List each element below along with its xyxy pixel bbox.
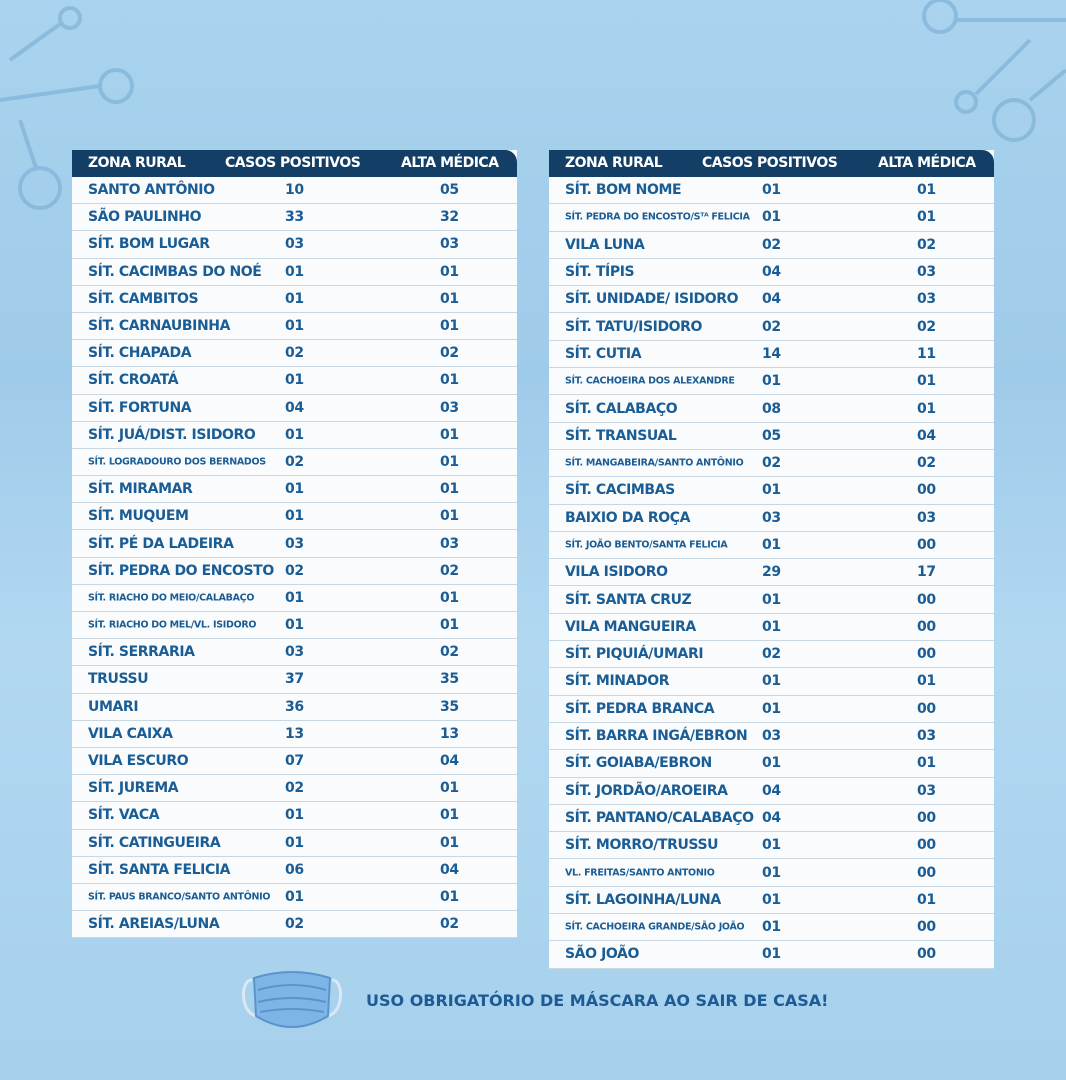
row-zona-name: SÍT. MUQUEM xyxy=(88,508,189,525)
row-zona-name: SÍT. CAMBITOS xyxy=(88,290,199,307)
table-row xyxy=(549,832,994,859)
row-casos-value: 01 xyxy=(762,373,781,390)
table-row xyxy=(72,177,517,204)
row-alta-value: 01 xyxy=(440,888,459,905)
table-row xyxy=(549,532,994,559)
row-zona-name: SÍT. SANTA CRUZ xyxy=(565,591,692,608)
row-casos-value: 04 xyxy=(762,809,781,826)
row-zona-name: SÍT. JUÁ/DIST. ISIDORO xyxy=(88,426,256,443)
table-row xyxy=(549,259,994,286)
footer-message: USO OBRIGATÓRIO DE MÁSCARA AO SAIR DE CASA! xyxy=(366,991,829,1010)
table-row xyxy=(72,313,517,340)
row-alta-value: 35 xyxy=(440,698,459,715)
table-row xyxy=(549,586,994,613)
row-zona-name: SÍT. GOIABA/EBRON xyxy=(565,755,712,772)
row-alta-value: 02 xyxy=(917,318,936,335)
row-casos-value: 01 xyxy=(285,372,304,389)
row-zona-name: SÍT. CROATÁ xyxy=(88,372,179,389)
row-alta-value: 03 xyxy=(917,728,936,745)
row-alta-value: 04 xyxy=(440,861,459,878)
table-row xyxy=(549,750,994,777)
row-zona-name: SÍT. RIACHO DO MEL/VL. ISIDORO xyxy=(88,619,257,631)
row-casos-value: 08 xyxy=(762,400,781,417)
table-row xyxy=(72,775,517,802)
row-zona-name: BAIXIO DA ROÇA xyxy=(565,509,691,526)
row-zona-name: SÍT. BOM NOME xyxy=(565,182,682,199)
row-alta-value: 00 xyxy=(917,809,936,826)
row-alta-value: 11 xyxy=(917,345,936,362)
row-zona-name: SÍT. BARRA INGÁ/EBRON xyxy=(565,728,748,745)
row-casos-value: 01 xyxy=(762,891,781,908)
table-row xyxy=(72,612,517,639)
row-alta-value: 00 xyxy=(917,837,936,854)
row-alta-value: 02 xyxy=(917,236,936,253)
row-casos-value: 01 xyxy=(762,591,781,608)
row-zona-name: SÍT. CARNAUBINHA xyxy=(88,318,231,335)
row-alta-value: 04 xyxy=(917,427,936,444)
row-alta-value: 01 xyxy=(440,807,459,824)
row-zona-name: SÍT. MIRAMAR xyxy=(88,481,193,498)
row-zona-name: SÍT. BOM LUGAR xyxy=(88,236,210,253)
row-zona-name: SÍT. FORTUNA xyxy=(88,399,192,416)
row-alta-value: 17 xyxy=(917,564,936,581)
row-zona-name: SÍT. TRANSUAL xyxy=(565,427,677,444)
row-casos-value: 01 xyxy=(762,837,781,854)
table-row xyxy=(549,477,994,504)
row-zona-name: SÍT. CHAPADA xyxy=(88,345,192,362)
row-alta-value: 00 xyxy=(917,591,936,608)
row-alta-value: 01 xyxy=(440,318,459,335)
row-alta-value: 01 xyxy=(440,589,459,606)
table-row xyxy=(72,721,517,748)
row-zona-name: SÍT. PEDRA BRANCA xyxy=(565,700,715,717)
table-row xyxy=(549,941,994,968)
table-row xyxy=(72,340,517,367)
row-casos-value: 01 xyxy=(285,617,304,634)
table-row xyxy=(72,422,517,449)
table-row xyxy=(549,177,994,204)
table-row xyxy=(549,204,994,231)
row-alta-value: 01 xyxy=(440,263,459,280)
row-casos-value: 01 xyxy=(285,318,304,335)
row-zona-name: SÍT. TATU/ISIDORO xyxy=(565,318,703,335)
row-alta-value: 01 xyxy=(440,290,459,307)
row-alta-value: 00 xyxy=(917,618,936,635)
table-row xyxy=(72,476,517,503)
row-casos-value: 01 xyxy=(285,290,304,307)
row-casos-value: 01 xyxy=(762,864,781,881)
row-alta-value: 01 xyxy=(440,834,459,851)
row-alta-value: 03 xyxy=(917,291,936,308)
header-casos-positivos: CASOS POSITIVOS xyxy=(225,155,361,171)
table-row xyxy=(72,884,517,911)
row-zona-name: SÍT. CACIMBAS xyxy=(565,482,675,499)
header-alta-medica: ALTA MÉDICA xyxy=(878,155,976,171)
row-casos-value: 01 xyxy=(285,807,304,824)
row-alta-value: 00 xyxy=(917,919,936,936)
table-row xyxy=(549,887,994,914)
row-zona-name: VILA MANGUEIRA xyxy=(565,618,696,635)
row-zona-name: SÍT. LAGOINHA/LUNA xyxy=(565,891,721,908)
table-row xyxy=(549,313,994,340)
table-row xyxy=(549,286,994,313)
table-row xyxy=(72,286,517,313)
row-casos-value: 01 xyxy=(285,589,304,606)
table-row xyxy=(549,859,994,886)
row-alta-value: 04 xyxy=(440,753,459,770)
row-zona-name: SÍT. LOGRADOURO DOS BERNADOS xyxy=(88,456,266,468)
row-zona-name: SÍT. MANGABEIRA/SANTO ANTÔNIO xyxy=(565,457,744,469)
row-alta-value: 05 xyxy=(440,182,459,199)
row-casos-value: 02 xyxy=(285,916,304,933)
row-casos-value: 01 xyxy=(762,482,781,499)
table-row xyxy=(72,395,517,422)
right-cases-table xyxy=(549,150,994,969)
row-zona-name: SÍT. VACA xyxy=(88,807,160,824)
row-alta-value: 02 xyxy=(440,644,459,661)
row-casos-value: 03 xyxy=(285,644,304,661)
row-casos-value: 14 xyxy=(762,345,781,362)
row-alta-value: 03 xyxy=(440,535,459,552)
row-zona-name: SÍT. JORDÃO/AROEIRA xyxy=(565,782,728,799)
row-casos-value: 01 xyxy=(762,919,781,936)
table-row xyxy=(549,450,994,477)
row-zona-name: SÃO PAULINHO xyxy=(88,209,202,226)
row-alta-value: 32 xyxy=(440,209,459,226)
row-casos-value: 01 xyxy=(285,508,304,525)
row-alta-value: 01 xyxy=(917,400,936,417)
row-casos-value: 02 xyxy=(285,453,304,470)
row-casos-value: 01 xyxy=(285,834,304,851)
table-row xyxy=(72,748,517,775)
row-casos-value: 02 xyxy=(762,318,781,335)
row-zona-name: SÍT. JUREMA xyxy=(88,780,179,797)
row-zona-name: SÃO JOÃO xyxy=(565,946,639,963)
row-zona-name: VILA ESCURO xyxy=(88,753,189,770)
row-casos-value: 03 xyxy=(762,728,781,745)
row-casos-value: 01 xyxy=(285,481,304,498)
row-casos-value: 01 xyxy=(762,946,781,963)
header-zona-rural: ZONA RURAL xyxy=(565,155,663,171)
row-casos-value: 03 xyxy=(762,509,781,526)
row-alta-value: 02 xyxy=(440,345,459,362)
header-alta-medica: ALTA MÉDICA xyxy=(401,155,499,171)
row-zona-name: SÍT. JOÃO BENTO/SANTA FELICIA xyxy=(565,539,728,551)
row-zona-name: VILA CAIXA xyxy=(88,725,173,742)
row-alta-value: 01 xyxy=(917,673,936,690)
row-casos-value: 03 xyxy=(285,535,304,552)
table-row xyxy=(549,696,994,723)
table-row xyxy=(549,641,994,668)
table-row xyxy=(72,449,517,476)
row-alta-value: 00 xyxy=(917,646,936,663)
row-casos-value: 04 xyxy=(762,782,781,799)
row-zona-name: VILA ISIDORO xyxy=(565,564,668,581)
row-zona-name: SÍT. RIACHO DO MEIO/CALABAÇO xyxy=(88,592,255,604)
row-zona-name: VL. FREITAS/SANTO ANTONIO xyxy=(565,867,715,879)
table-row xyxy=(72,585,517,612)
table-row xyxy=(72,830,517,857)
row-alta-value: 03 xyxy=(440,399,459,416)
row-casos-value: 07 xyxy=(285,753,304,770)
row-casos-value: 01 xyxy=(285,888,304,905)
table-row xyxy=(549,395,994,422)
table-row xyxy=(549,805,994,832)
table-row xyxy=(72,802,517,829)
table-row xyxy=(72,259,517,286)
table-row xyxy=(549,778,994,805)
row-alta-value: 03 xyxy=(917,782,936,799)
row-casos-value: 06 xyxy=(285,861,304,878)
row-casos-value: 02 xyxy=(285,780,304,797)
row-zona-name: SÍT. UNIDADE/ ISIDORO xyxy=(565,291,739,308)
row-casos-value: 01 xyxy=(762,537,781,553)
row-casos-value: 01 xyxy=(762,673,781,690)
row-casos-value: 10 xyxy=(285,182,304,199)
face-mask-icon xyxy=(238,966,346,1036)
row-casos-value: 01 xyxy=(285,263,304,280)
row-alta-value: 01 xyxy=(440,481,459,498)
row-alta-value: 01 xyxy=(440,508,459,525)
table-row xyxy=(72,911,517,938)
table-row xyxy=(72,367,517,394)
row-zona-name: SÍT. PANTANO/CALABAÇO xyxy=(565,809,754,826)
row-alta-value: 01 xyxy=(917,209,936,226)
row-casos-value: 02 xyxy=(762,455,781,472)
row-zona-name: SÍT. CATINGUEIRA xyxy=(88,834,221,851)
row-zona-name: SÍT. CACHOEIRA GRANDE/SÃO JOÃO xyxy=(565,921,745,933)
row-zona-name: VILA LUNA xyxy=(565,236,645,253)
table-row xyxy=(549,723,994,750)
table-row xyxy=(549,614,994,641)
row-alta-value: 01 xyxy=(917,182,936,199)
row-alta-value: 02 xyxy=(440,916,459,933)
row-alta-value: 02 xyxy=(917,455,936,472)
row-casos-value: 04 xyxy=(762,291,781,308)
row-zona-name: SANTO ANTÔNIO xyxy=(88,182,215,199)
table-row xyxy=(72,694,517,721)
row-casos-value: 01 xyxy=(285,426,304,443)
row-alta-value: 03 xyxy=(917,264,936,281)
row-casos-value: 37 xyxy=(285,671,304,688)
table-row xyxy=(72,857,517,884)
table-row xyxy=(549,341,994,368)
row-zona-name: SÍT. SANTA FELICIA xyxy=(88,861,231,878)
row-alta-value: 00 xyxy=(917,864,936,881)
row-alta-value: 00 xyxy=(917,482,936,499)
row-alta-value: 01 xyxy=(917,373,936,390)
row-casos-value: 36 xyxy=(285,698,304,715)
row-alta-value: 35 xyxy=(440,671,459,688)
row-zona-name: SÍT. PEDRA DO ENCOSTO xyxy=(88,562,274,579)
table-row xyxy=(549,559,994,586)
table-row xyxy=(72,503,517,530)
row-alta-value: 01 xyxy=(440,780,459,797)
header-zona-rural: ZONA RURAL xyxy=(88,155,186,171)
row-casos-value: 01 xyxy=(762,618,781,635)
table-row xyxy=(549,232,994,259)
virus-molecule-icon xyxy=(900,0,1066,150)
table-row xyxy=(72,558,517,585)
row-alta-value: 01 xyxy=(917,891,936,908)
row-alta-value: 01 xyxy=(917,755,936,772)
table-row xyxy=(72,530,517,557)
row-alta-value: 02 xyxy=(440,562,459,579)
row-casos-value: 02 xyxy=(762,236,781,253)
row-casos-value: 02 xyxy=(285,345,304,362)
row-zona-name: SÍT. TÍPIS xyxy=(565,264,635,281)
table-row xyxy=(549,914,994,941)
row-zona-name: SÍT. MORRO/TRUSSU xyxy=(565,837,719,854)
row-casos-value: 01 xyxy=(762,700,781,717)
row-zona-name: SÍT. PIQUIÁ/UMARI xyxy=(565,646,704,663)
header-casos-positivos: CASOS POSITIVOS xyxy=(702,155,838,171)
row-casos-value: 29 xyxy=(762,564,781,581)
row-zona-name: SÍT. CACHOEIRA DOS ALEXANDRE xyxy=(565,375,735,387)
row-zona-name: SÍT. PÉ DA LADEIRA xyxy=(88,535,234,552)
row-zona-name: TRUSSU xyxy=(88,671,149,688)
table-row xyxy=(549,668,994,695)
row-zona-name: SÍT. MINADOR xyxy=(565,673,670,690)
row-alta-value: 03 xyxy=(917,509,936,526)
row-alta-value: 00 xyxy=(917,946,936,963)
row-casos-value: 02 xyxy=(762,646,781,663)
table-row xyxy=(72,639,517,666)
table-row xyxy=(72,666,517,693)
row-zona-name: SÍT. CUTIA xyxy=(565,345,642,362)
row-casos-value: 05 xyxy=(762,427,781,444)
row-zona-name: SÍT. CALABAÇO xyxy=(565,400,678,417)
table-row xyxy=(72,231,517,258)
row-alta-value: 01 xyxy=(440,453,459,470)
table-header xyxy=(549,150,994,177)
row-casos-value: 01 xyxy=(762,182,781,199)
row-zona-name: UMARI xyxy=(88,698,139,715)
row-casos-value: 01 xyxy=(762,209,781,226)
row-alta-value: 01 xyxy=(440,426,459,443)
row-zona-name: SÍT. PEDRA DO ENCOSTO/Sᵀᴬ FELICIA xyxy=(565,211,750,223)
row-alta-value: 03 xyxy=(440,236,459,253)
row-zona-name: SÍT. PAUS BRANCO/SANTO ANTÔNIO xyxy=(88,891,271,903)
row-zona-name: SÍT. AREIAS/LUNA xyxy=(88,916,220,933)
table-row xyxy=(549,505,994,532)
row-casos-value: 04 xyxy=(285,399,304,416)
row-casos-value: 02 xyxy=(285,562,304,579)
row-alta-value: 13 xyxy=(440,725,459,742)
row-zona-name: SÍT. SERRARIA xyxy=(88,644,195,661)
row-alta-value: 01 xyxy=(440,617,459,634)
row-alta-value: 00 xyxy=(917,537,936,553)
row-casos-value: 04 xyxy=(762,264,781,281)
table-row xyxy=(549,423,994,450)
left-cases-table xyxy=(72,150,517,938)
row-casos-value: 03 xyxy=(285,236,304,253)
table-row xyxy=(72,204,517,231)
row-alta-value: 01 xyxy=(440,372,459,389)
row-alta-value: 00 xyxy=(917,700,936,717)
table-row xyxy=(549,368,994,395)
row-casos-value: 33 xyxy=(285,209,304,226)
row-casos-value: 01 xyxy=(762,755,781,772)
row-zona-name: SÍT. CACIMBAS DO NOÉ xyxy=(88,263,262,280)
row-casos-value: 13 xyxy=(285,725,304,742)
table-header xyxy=(72,150,517,177)
